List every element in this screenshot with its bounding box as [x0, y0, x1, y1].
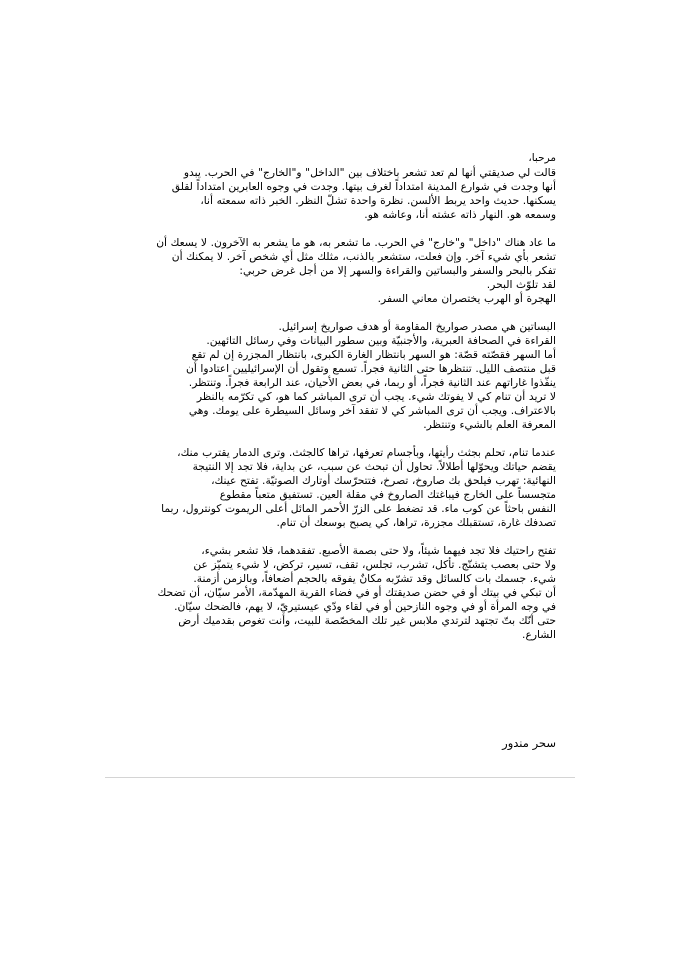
paragraph-2-line-5: الهجرة أو الهرب يختصران معاني السفر. [377, 292, 556, 305]
paragraph-5-line-4: أن تبكي في بيتك أو في حضن صديقتك أو في فضاء القرية المهدّمة، الأمر سيّان، أن تضحك [157, 586, 556, 599]
paragraph-2-line-3: تفكر بالبحر والسفر والبساتين والقراءة والسهر إلا من أجل غرض حربي: [239, 264, 556, 277]
paragraph-3-line-7: بالاعتراف. ويجب أن ترى المباشر كي لا تفقد آخر وسائل السيطرة على يومك. وهي [188, 404, 556, 417]
paragraph-4-line-6: تصدفك غارة، تستقبلك مجزرة، تراها، كي يصبح بوسعك أن تنام. [276, 516, 556, 529]
paragraph-1-line-2: أنها وجدت في شوارع المدينة امتداداً لغرف بيتها. وجدت في وجوه العابرين امتداداً لقلق [171, 180, 556, 193]
paragraph-1-line-4: وسمعه هو. النهار ذاته عشته أنا، وعاشه هو. [364, 208, 556, 221]
author-signature: سحر مندور [502, 736, 556, 750]
paragraph-3-line-5: ينفّذوا غاراتهم عند الثانية فجراً، أو ربما، في بعض الأحيان، عند الرابعة فجراً. وتنتظر. [188, 376, 556, 389]
paragraph-3-line-3: أما السهر فقصّته قصّة: هو السهر بانتظار الغارة الكبرى، بانتظار المجزرة إن لم تقع [191, 348, 556, 361]
paragraph-2-line-1: ما عاد هناك "داخل" و"خارج" في الحرب. ما تشعر به، هو ما يشعر به الآخرون. لا يسعك أن [156, 236, 556, 249]
paragraph-4-line-2: يقضم حياتك ويحوّلها أطلالاً. تحاول أن تبحث عن سبب، عن بداية، فلا تجد إلا النتيجة [192, 460, 556, 473]
paragraph-4-line-4: متجسساً على الخارج فيباغتك الصاروخ في مقلة العين. تستفيق متعباً مقطوع [219, 488, 556, 501]
paragraph-2-line-2: تشعر بأي شيء آخر. وإن فعلت، ستشعر بالذنب، مثلك مثل أي شخص آخر. لا يمكنك أن [171, 250, 556, 263]
paragraph-4-line-5: النفس باحثاً عن كوب ماء. قد تضغط على الزرّ الأحمر المائل أعلى الريموت كونترول، ربما [161, 502, 556, 515]
paragraph-5-line-3: شيء. جسمك بات كالسائل وقد تشرّبه مكانٌ يفوقه بالحجم أضعافاً، وبالزمن أزمنة. [193, 572, 556, 585]
paragraph-4 [150, 446, 556, 530]
signature-block [150, 736, 556, 751]
paragraph-5-line-5: في وجه المرأة أو في وجوه النازحين أو في لقاء ودّي عيستيريّ، لا يهم، فالضحك سيّان. [174, 600, 556, 613]
paragraph-3 [150, 320, 556, 432]
paragraph-4-line-1: عندما تنام، تحلم بجثث رأيتها، وبأجسام تعرفها، تراها كالجثث. وترى الدمار يقترب منك، [177, 446, 556, 459]
paragraph-2 [150, 236, 556, 306]
paragraph-3-line-2: القراءة في الصحافة العبرية، والأجنبيّة وبين سطور البيانات وفي رسائل التائهين. [206, 334, 556, 347]
paragraph-4-line-3: النهائية: تهرب فيلحق بك صاروخ، تصرخ، فتتحرّسك أوتارك الصوتيّة. تفتح عينك، [211, 474, 556, 487]
paragraph-3-line-4: قبل منتصف الليل. تنتظرها حتى الثانية فجراً. تسمع وتقول أن الإسرائيليين اعتادوا أن [186, 362, 556, 375]
paragraph-5-line-2: ولا حتى بعصب يتشنّج. تأكل، تشرب، تجلس، تقف، تسير، تركض، لا شيء يتميّز عن [193, 558, 556, 571]
salutation-line: مرحبا، [528, 152, 556, 164]
paragraph-5-line-6: حتى أنّك بتّ تجتهد لترتدي ملابس غير تلك المخصّصة للبيت، وأنت تغوص بقدميك أرض [178, 614, 556, 627]
paragraph-1-line-3: يسكنها. حديث واحد يربط الألسن. نظرة واحدة تشلّ النظر. الخبر ذاته سمعته أنا، [200, 194, 556, 207]
footer-divider [105, 777, 575, 778]
document-text-body [150, 152, 556, 642]
paragraph-1-line-1: قالت لي صديقتي أنها لم تعد تشعر باختلاف بين "الداخل" و"الخارج" في الحرب. يبدو [183, 166, 556, 179]
paragraph-5-line-7: الشارع. [522, 628, 556, 641]
paragraph-3-line-6: لا تريد أن تنام كي لا يفوتك شيء. يجب أن ترى المباشر كما هو، كي تكرّمه بالنظر [196, 390, 556, 403]
paragraph-3-line-1: البساتين هي مصدر صواريخ المقاومة أو هدف صواريخ إسرائيل. [278, 320, 556, 333]
paragraph-5-line-1: تفتح راحتيك فلا تجد فيهما شيئاً، ولا حتى بصمة الأصبع. تفقدهما، فلا تشعر بشيء، [201, 544, 556, 557]
paragraph-1 [150, 166, 556, 222]
paragraph-3-line-8: المعرفة العلم بالشيء وتنتظر. [423, 418, 556, 431]
paragraph-2-line-4: لقد تلوّث البحر. [486, 278, 556, 291]
paragraph-5 [150, 544, 556, 642]
